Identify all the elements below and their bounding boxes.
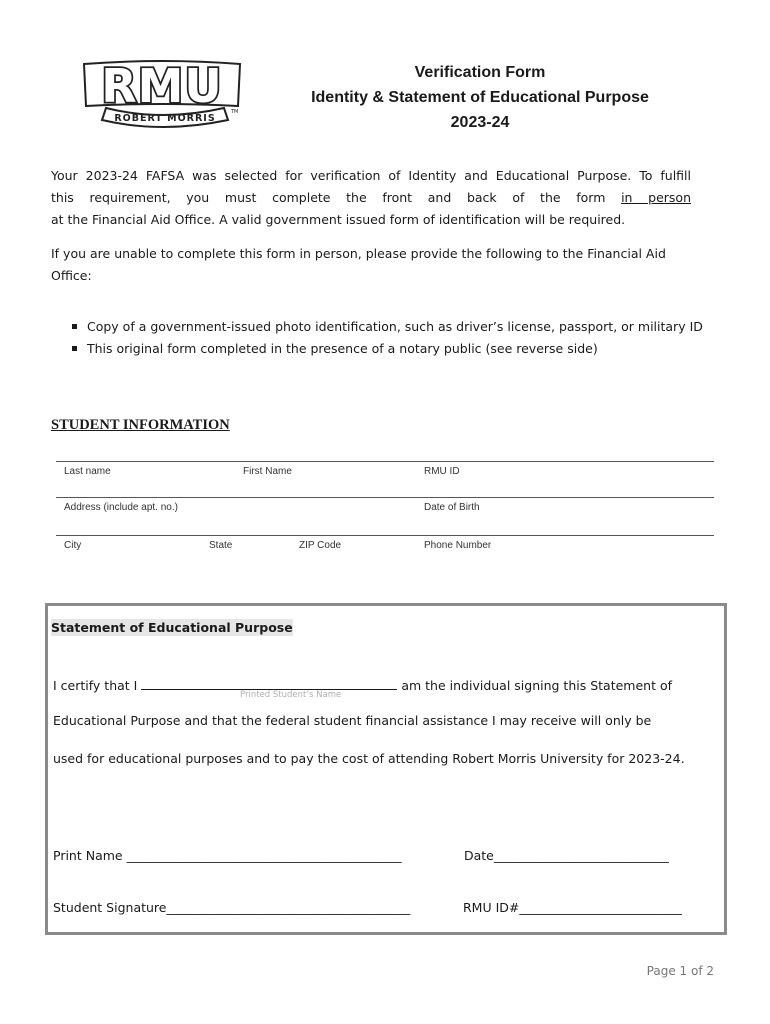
- phone-number-field[interactable]: Phone Number: [424, 540, 492, 551]
- statement-line-2: Educational Purpose and that the federal student financial assistance I may receive will only be: [53, 713, 652, 728]
- student-info-row-1: [56, 461, 714, 498]
- certify-text-start: I certify that I: [53, 678, 138, 693]
- address-field[interactable]: Address (include apt. no.): [64, 502, 178, 513]
- last-name-field[interactable]: Last name: [64, 466, 111, 477]
- intro-line-3: at the Financial Aid Office. A valid government issued form of identification will be required.: [51, 212, 626, 227]
- student-information-heading: STUDENT INFORMATION: [51, 417, 230, 433]
- intro-line-2-text: this requirement, you must complete the front and back of the form: [51, 190, 606, 205]
- intro-line-1: Your 2023-24 FAFSA was selected for verification of Identity and Educational Purpose. To fulfill: [51, 168, 691, 183]
- student-info-row-2: [56, 497, 714, 534]
- zip-code-field[interactable]: ZIP Code: [299, 540, 342, 551]
- rmu-id-field[interactable]: RMU ID: [424, 466, 460, 477]
- form-title: Verification Form: [414, 64, 546, 81]
- logo-letters: RMU: [101, 59, 223, 113]
- certify-text-end: am the individual signing this Statement of: [401, 678, 673, 693]
- date-field[interactable]: Date____________________________: [464, 848, 669, 863]
- list-item: [72, 338, 703, 360]
- form-subtitle: Identity & Statement of Educational Purpose: [311, 89, 649, 106]
- bullet-square-icon: [72, 324, 77, 329]
- city-field[interactable]: City: [64, 540, 82, 551]
- list-item-text: Copy of a government-issued photo identification, such as driver’s license, passport, or military ID: [87, 319, 703, 334]
- logo-ribbon-text: ROBERT MORRIS: [114, 113, 216, 124]
- list-item-text: This original form completed in the presence of a notary public (see reverse side): [87, 341, 598, 356]
- print-name-field[interactable]: Print Name ____________________________________________: [53, 848, 402, 863]
- in-person-emphasis: in person: [621, 190, 691, 205]
- intro-paragraph: [51, 165, 691, 231]
- list-item: [72, 316, 703, 338]
- statement-box: [45, 603, 727, 935]
- logo-trademark: TM: [231, 109, 239, 115]
- student-info-row-3: [56, 535, 714, 572]
- statement-rmu-id-field[interactable]: RMU ID#__________________________: [463, 900, 682, 915]
- intro-line-2: [51, 187, 691, 209]
- student-signature-field[interactable]: Student Signature_______________________________________: [53, 900, 411, 915]
- first-name-field[interactable]: First Name: [243, 466, 292, 477]
- printed-name-caption: Printed Student’s Name: [240, 690, 342, 700]
- printed-name-blank[interactable]: [141, 676, 397, 690]
- certify-line: [53, 676, 709, 693]
- requirements-list: [72, 316, 703, 360]
- alternative-paragraph: [51, 243, 691, 287]
- statement-heading: Statement of Educational Purpose: [51, 620, 293, 635]
- date-of-birth-field[interactable]: Date of Birth: [424, 502, 480, 513]
- form-year: 2023-24: [450, 114, 510, 131]
- rmu-logo: [78, 58, 246, 130]
- statement-line-3: used for educational purposes and to pay the cost of attending Robert Morris University for 2023-24.: [53, 751, 685, 766]
- alternative-line-1: If you are unable to complete this form in person, please provide the following to the Financial Aid: [51, 246, 666, 261]
- page-number: Page 1 of 2: [646, 964, 714, 978]
- alternative-line-2: Office:: [51, 268, 92, 283]
- title-block: [270, 60, 690, 135]
- bullet-square-icon: [72, 346, 77, 351]
- state-field[interactable]: State: [209, 540, 233, 551]
